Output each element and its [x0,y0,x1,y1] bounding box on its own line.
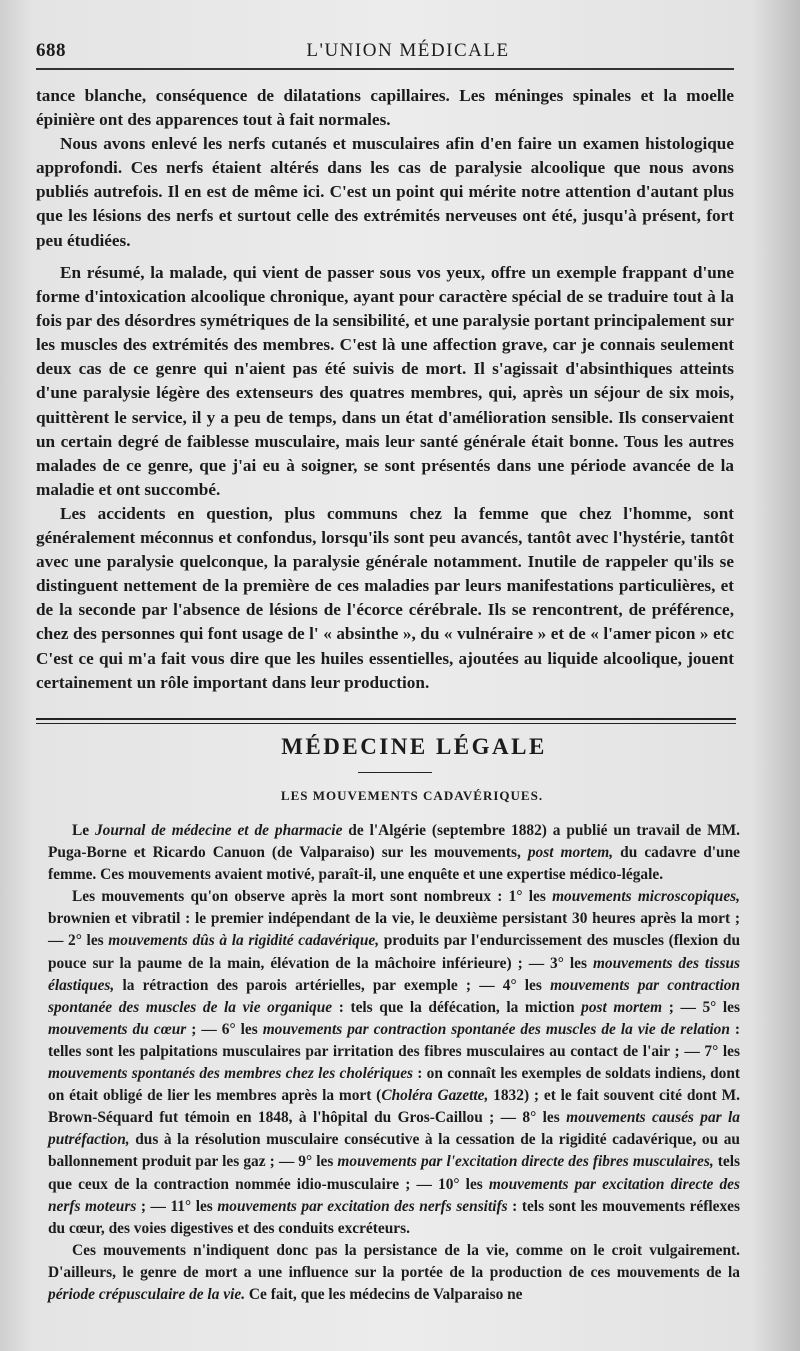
paragraph-7: Ces mouvements n'indiquent donc pas la persistance de la vie, comme on le croit vulgairement. D'ailleurs, le genre de mort a une influence sur la portée de la production de ces mouvements de la période crépusculaire de la vie. Ce fait, que les médecins de Valparaiso ne [48,1241,740,1303]
section-title: MÉDECINE LÉGALE [281,734,547,759]
article-subtitle: LES MOUVEMENTS CADAVÉRIQUES. [280,788,544,803]
title-underline [358,772,432,773]
article-conclusion [36,261,734,695]
journal-title: L'UNION MÉDICALE [306,40,510,61]
paragraph-6: Les mouvements qu'on observe après la mort sont nombreux : 1° les mouvements microscopiques, brownien et vibratil : le premier indépendant de la vie, le deuxième persistant 30 heures après la mort ; — 2° les mouvements dûs à la rigidité cadavérique, produits par l'endurcissement des muscles (flexion du pouce sur la paume de la main, élévation de la mâchoire inférieure) ; — 3° les mouvements des tissus élastiques, la rétraction des parois artérielles, par exemple ; — 4° les mouvements par contraction spontanée des muscles de la vie organique : tels que la défécation, la miction post mortem ; — 5° les mouvements du cœur ; — 6° les mouvements par contraction spontanée des muscles de la vie de relation : telles sont les palpitations musculaires par irritation des fibres musculaires au contact de l'air ; — 7° les mouvements spontanés des membres chez les cholériques : on connaît les exemples de soldats indiens, dont on était obligé de lier les membres après la mort (Choléra Gazette, 1832) ; et le fait souvent cité dont M. Brown-Séquard fut témoin en 1848, à l'hôpital du Gros-Caillou ; — 8° les mouvements causés par la putréfaction, dus à la résolution musculaire consécutive à la cessation de la rigidité cadavérique, ou au ballonnement produit par les gaz ; — 9° les mouvements par l'excitation directe des fibres musculaires, tels que ceux de la contraction nommée idio-musculaire ; — 10° les mouvements par excitation directe des nerfs moteurs ; — 11° les mouvements par excitation des nerfs sensitifs : tels sont les mouvements réflexes du cœur, des voies digestives et des conduits excréteurs. [48,888,741,1237]
section-divider [36,718,736,724]
page-number: 688 [36,40,66,61]
paragraph-3: En résumé, la malade, qui vient de passer sous vos yeux, offre un exemple frappant d'une forme d'intoxication alcoolique chronique, ayant pour caractère spécial de se traduire tout à la fois par des désordres symétriques de la sensibilité, et une paralysie portant principalement sur les muscles des extrémités des membres. C'est là une affection grave, car je connais seulement deux cas de ce genre qui n'aient pas été suivis de mort. Il s'agissait d'absinthiques atteints d'une paralysie légère des extenseurs des quatres membres, qui, après un séjour de six mois, quittèrent le service, il y a peu de temps, dans un état d'amélioration sensible. Ils conservaient un certain degré de faiblesse musculaire, mais leur santé générale était bonne. Tous les autres malades de ce genre, que j'ai eu à soigner, se sont présentés dans une période avancée de la maladie et ont succombé. [36,263,734,499]
header-rule [36,68,734,70]
paragraph-1: tance blanche, conséquence de dilatations capillaires. Les méninges spinales et la moelle épinière ont des apparences tout à fait normales. [36,86,734,130]
article-continuation [36,84,734,253]
article-medecine-legale [48,820,740,1306]
paragraph-4: Les accidents en question, plus communs chez la femme que chez l'homme, sont généralement méconnus et confondus, lorsqu'ils sont peu avancés, tantôt avec l'hystérie, tantôt avec une paralysie quelconque, la paralysie générale notamment. Inutile de rappeler qu'ils se distinguent nettement de la première de ces maladies par leurs manifestations particulières, et de la seconde par l'absence de lésions de l'écorce cérébrale. Ils se rencontrent, de préférence, chez des personnes qui font usage de l' « absinthe », du « vulnéraire » et de « l'amer picon » etc C'est ce qui m'a fait vous dire que les huiles essentielles, ajoutées au liquide alcoolique, jouent certainement un rôle important dans leur production. [36,503,734,692]
paragraph-2: Nous avons enlevé les nerfs cutanés et musculaires afin d'en faire un examen histologique approfondi. Ces nerfs étaient altérés dans les cas de paralysie alcoolique que nous avons publiés autrefois. Il en est de même ici. C'est un point qui mérite notre attention d'autant plus que les lésions des nerfs et surtout celle des extrémités nerveuses ont été, jusqu'à présent, fort peu étudiées. [36,134,734,250]
paragraph-5: Le Journal de médecine et de pharmacie de l'Algérie (septembre 1882) a publié un travail de MM. Puga-Borne et Ricardo Canuon (de Valparaiso) sur les mouvements, post mortem, du cadavre d'une femme. Ces mouvements avaient motivé, paraît-il, une enquête et une expertise médico-légale. [48,822,741,884]
running-head [36,40,740,64]
